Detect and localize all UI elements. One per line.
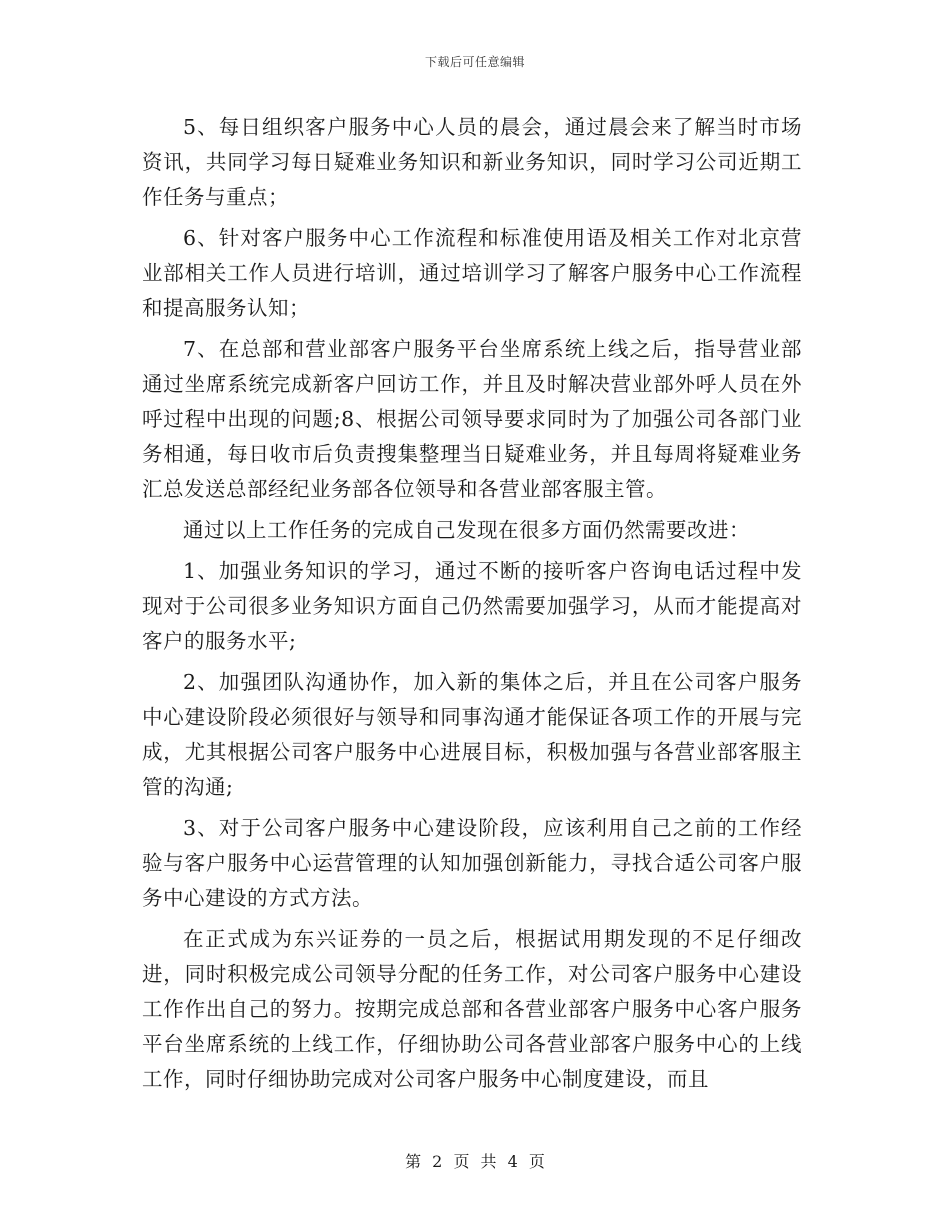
paragraph-item-7-8: 7、在总部和营业部客户服务平台坐席系统上线之后，指导营业部通过坐席系统完成新客户回访工作，并且及时解决营业部外呼人员在外呼过程中出现的问题;8、根据公司领导要求同时为了加强公司各部门业务相通，每日收市后负责搜集整理当日疑难业务，并且每周将疑难业务汇总发送总部经纪业务部各位领导和各营业部客服主管。 (142, 337, 802, 501)
paragraph-improvement-3: 3、对于公司客户服务中心建设阶段，应该利用自己之前的工作经验与客户服务中心运营管理的认知加强创新能力，寻找合适公司客户服务中心建设的方式方法。 (142, 816, 802, 910)
document-body (142, 110, 802, 1103)
page-number: 第 2 页 共 4 页 (405, 1152, 545, 1171)
paragraph-improvement-1: 1、加强业务知识的学习，通过不断的接听客户咨询电话过程中发现对于公司很多业务知识方面自己仍然需要加强学习，从而才能提高对客户的服务水平; (142, 559, 802, 653)
paragraph-item-6: 6、针对客户服务中心工作流程和标准使用语及相关工作对北京营业部相关工作人员进行培训，通过培训学习了解客户服务中心工作流程和提高服务认知； (142, 226, 802, 320)
paragraph-improvement-2: 2、加强团队沟通协作，加入新的集体之后，并且在公司客户服务中心建设阶段必须很好与领导和同事沟通才能保证各项工作的开展与完成，尤其根据公司客户服务中心进展目标，积极加强与各营业部客服主管的沟通; (142, 670, 802, 799)
paragraph-improvement-intro: 通过以上工作任务的完成自己发现在很多方面仍然需要改进： (183, 518, 750, 542)
paragraph-future-plan: 在正式成为东兴证券的一员之后，根据试用期发现的不足仔细改进，同时积极完成公司领导分配的任务工作，对公司客户服务中心建设工作作出自己的努力。按期完成总部和各营业部客户服务中心客户服务平台坐席系统的上线工作，仔细协助公司各营业部客户服务中心的上线工作，同时仔细协助完成对公司客户服务中心制度建设，而且 (142, 927, 802, 1091)
page-header: 下载后可任意编辑 (424, 55, 525, 69)
paragraph-item-5: 5、每日组织客户服务中心人员的晨会，通过晨会来了解当时市场资讯，共同学习每日疑难业务知识和新业务知识，同时学习公司近期工作任务与重点； (142, 115, 802, 209)
